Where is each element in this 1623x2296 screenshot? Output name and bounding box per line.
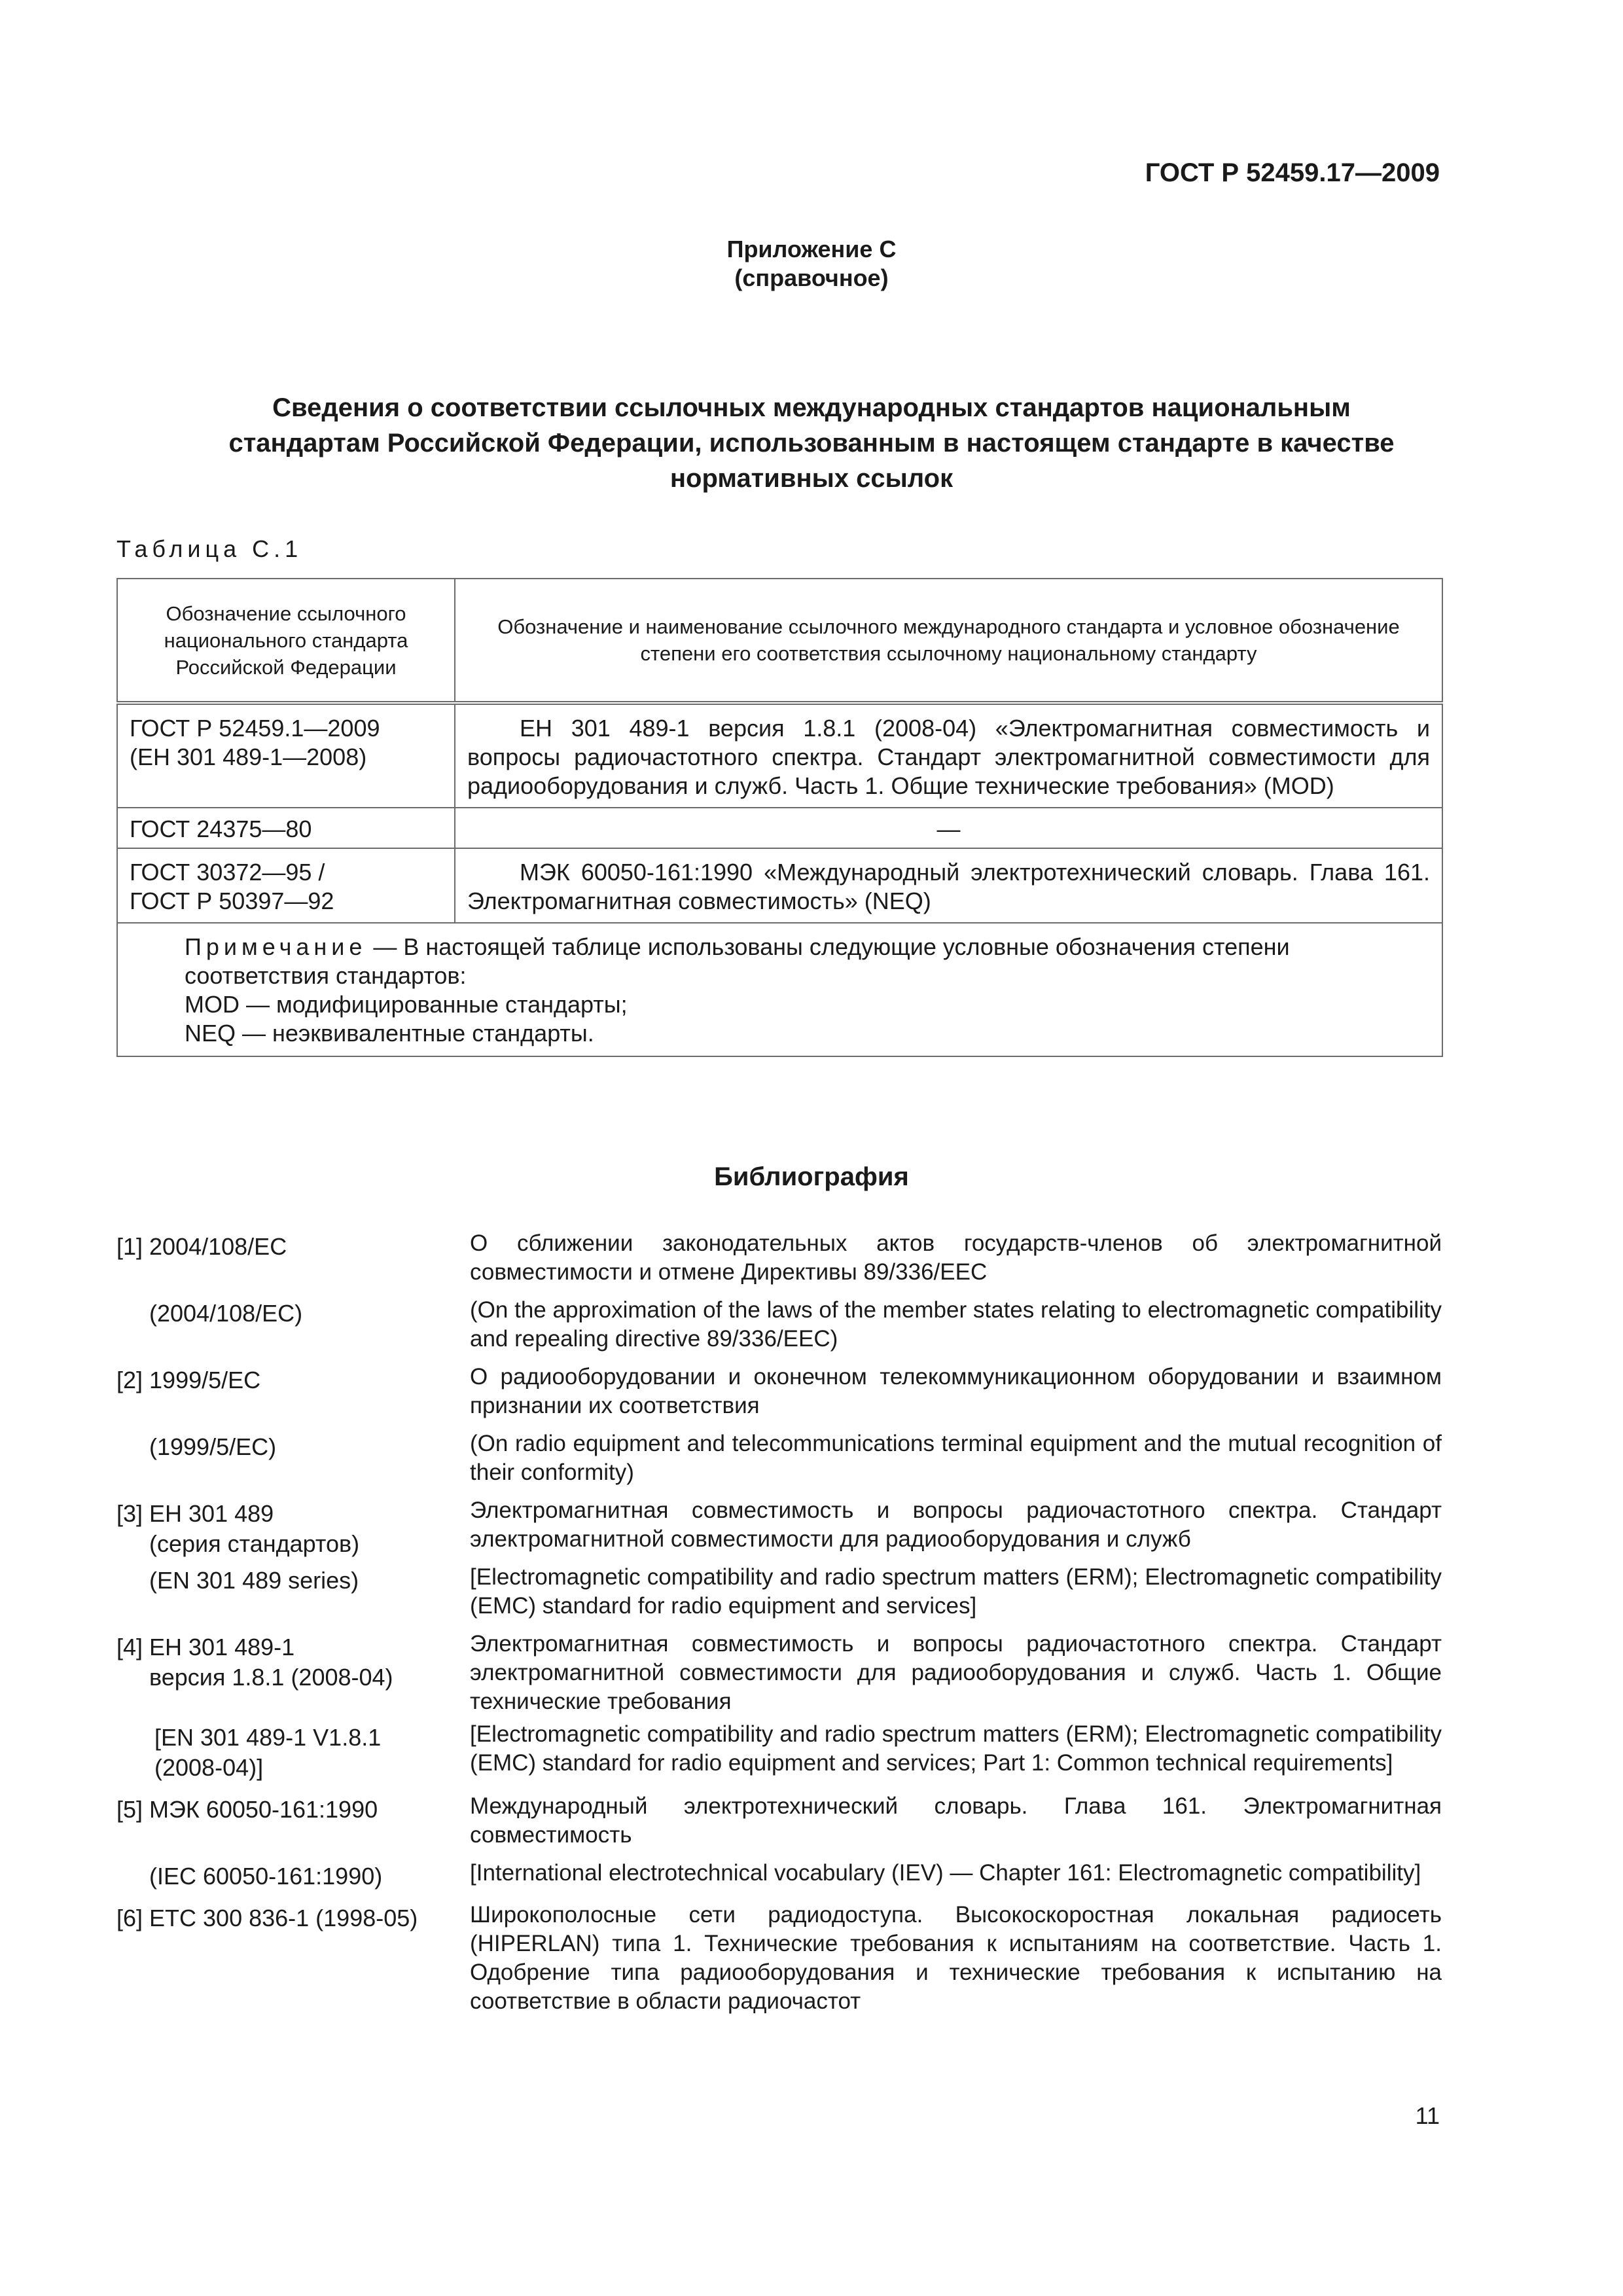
national-standard-line: ГОСТ Р 52459.1—2009 [130,715,380,742]
table-row [117,808,1442,848]
note-label: Примечание [185,933,367,960]
section-title [131,390,1492,496]
bibliography-text: О сближении законодательных актов государств-членов об электромагнитной совместимости и отмене Директивы 89/336/ЕЕС [470,1230,1442,1285]
bibliography-ref: (2004/108/EC) [149,1300,303,1327]
bibliography-text: Электромагнитная совместимость и вопросы радиочастотного спектра. Стандарт электромагнитной совместимости для радиооборудования и служб [470,1498,1442,1552]
annex-type: (справочное) [734,264,889,291]
national-standard-line: ГОСТ 24375—80 [130,816,312,842]
bibliography-ref: (1999/5/EC) [149,1433,277,1460]
table-header-row [117,579,1442,703]
bibliography-ref-line: (серия стандартов) [149,1530,360,1557]
bibliography-ref-line: версия 1.8.1 (2008-04) [149,1664,393,1691]
bibliography-ref [116,1630,470,1716]
national-standard-line: ГОСТ 30372—95 / [130,859,325,886]
bibliography-entry [116,1363,1442,1420]
bibliography-entry [116,1720,1442,1783]
section-title-line: нормативных ссылок [669,464,954,493]
bibliography-title: Библиография [714,1162,909,1191]
note-mod: MOD — модифицированные стандарты; [185,991,628,1018]
bibliography-entry [116,1429,1442,1487]
bibliography-text: Широкополосные сети радиодоступа. Высокоскоростная локальная радиосеть (HIPERLAN) типа 1. Технические требования к испытаниям на соответствие. Часть 1. Одобрение типа радиооборудования и технические требования к испытанию на соответствие в области радиочастот [470,1902,1442,2014]
bibliography-list [116,1229,1442,2025]
document-code: ГОСТ Р 52459.17—2009 [1145,158,1440,187]
bibliography-text: О радиооборудовании и оконечном телекоммуникационном оборудовании и взаимном признании их соответствия [470,1364,1442,1418]
international-standard-cell: ЕН 301 489-1 версия 1.8.1 (2008-04) «Электромагнитная совместимость и вопросы радиочастотного спектра. Стандарт электромагнитной совместимости для радиооборудования и служб. Часть 1. Общие технические требования» (MOD) [455,703,1442,808]
national-standard-line: (ЕН 301 489-1—2008) [130,744,367,770]
bibliography-text: (On radio equipment and telecommunications terminal equipment and the mutual recognition of their conformity) [470,1431,1442,1485]
bibliography-text: Электромагнитная совместимость и вопросы радиочастотного спектра. Стандарт электромагнитной совместимости для радиооборудования и служб. Часть 1. Общие технические требования [470,1631,1442,1714]
header-national-standard: Обозначение ссылочного национального стандарта Российской Федерации [117,579,455,703]
national-standard-cell [117,848,455,923]
section-title-line: Сведения о соответствии ссылочных международных стандартов национальным [272,393,1351,422]
table-note [117,923,1442,1056]
bibliography-entry [116,1901,1442,2016]
note-neq: NEQ — неэквивалентные стандарты. [185,1020,594,1047]
bibliography-entry [116,1859,1442,1892]
standards-correspondence-table [116,578,1443,1057]
national-standard-cell [117,703,455,808]
table-row [117,848,1442,923]
international-standard-cell: МЭК 60050-161:1990 «Международный электротехнический словарь. Глава 161. Электромагнитная совместимость» (NEQ) [455,848,1442,923]
bibliography-ref: [5] МЭК 60050-161:1990 [116,1796,378,1823]
header-international-standard: Обозначение и наименование ссылочного международного стандарта и условное обозначение степени его соответствия ссылочному национальному стандарту [455,579,1442,703]
annex-title: Приложение С [726,236,897,262]
bibliography-entry [116,1296,1442,1354]
bibliography-ref [116,1720,470,1783]
bibliography-ref: [1] 2004/108/EC [116,1233,287,1260]
international-standard-cell: — [455,808,1442,848]
note-text: — В настоящей таблице использованы следующие условные обозначения степени соответствия стандартов: [185,933,1290,989]
bibliography-text: [Electromagnetic compatibility and radio spectrum matters (ERM); Electromagnetic compatibility (EMC) standard for radio equipment and services] [470,1564,1442,1619]
table-caption: Таблица С.1 [116,535,303,562]
bibliography-ref-line: [4] ЕН 301 489-1 [116,1634,295,1660]
national-standard-line: ГОСТ Р 50397—92 [130,888,334,914]
bibliography-entry [116,1630,1442,1716]
bibliography-ref-line: [EN 301 489-1 V1.8.1 [154,1724,382,1751]
bibliography-entry [116,1229,1442,1287]
bibliography-entry [116,1792,1442,1850]
note-intro [130,933,1430,990]
table-row [117,703,1442,808]
bibliography-entry [116,1496,1442,1559]
section-title-line: стандартам Российской Федерации, использованным в настоящем стандарте в качестве [228,429,1395,457]
table-note-row [117,923,1442,1056]
bibliography-entry [116,1563,1442,1621]
page-number: 11 [1415,2102,1440,2129]
bibliography-text: (On the approximation of the laws of the member states relating to electromagnetic compatibility and repealing directive 89/336/EEC) [470,1297,1442,1352]
bibliography-ref: (IEC 60050-161:1990) [149,1863,383,1890]
bibliography-ref: [6] ЕТС 300 836-1 (1998-05) [116,1905,418,1931]
bibliography-ref-line: [3] ЕН 301 489 [116,1500,274,1527]
bibliography-text: [International electrotechnical vocabulary (IEV) — Chapter 161: Electromagnetic compatibility] [470,1860,1421,1886]
bibliography-ref: (EN 301 489 series) [149,1567,359,1594]
bibliography-ref-line: (2008-04)] [154,1754,264,1781]
bibliography-text: [Electromagnetic compatibility and radio spectrum matters (ERM); Electromagnetic compatibility (EMC) standard for radio equipment and services; Part 1: Common technical requirements] [470,1721,1442,1776]
bibliography-ref [116,1496,470,1559]
bibliography-ref: [2] 1999/5/EC [116,1367,261,1393]
bibliography-text: Международный электротехнический словарь. Глава 161. Электромагнитная совместимость [470,1793,1442,1848]
national-standard-cell [117,808,455,848]
